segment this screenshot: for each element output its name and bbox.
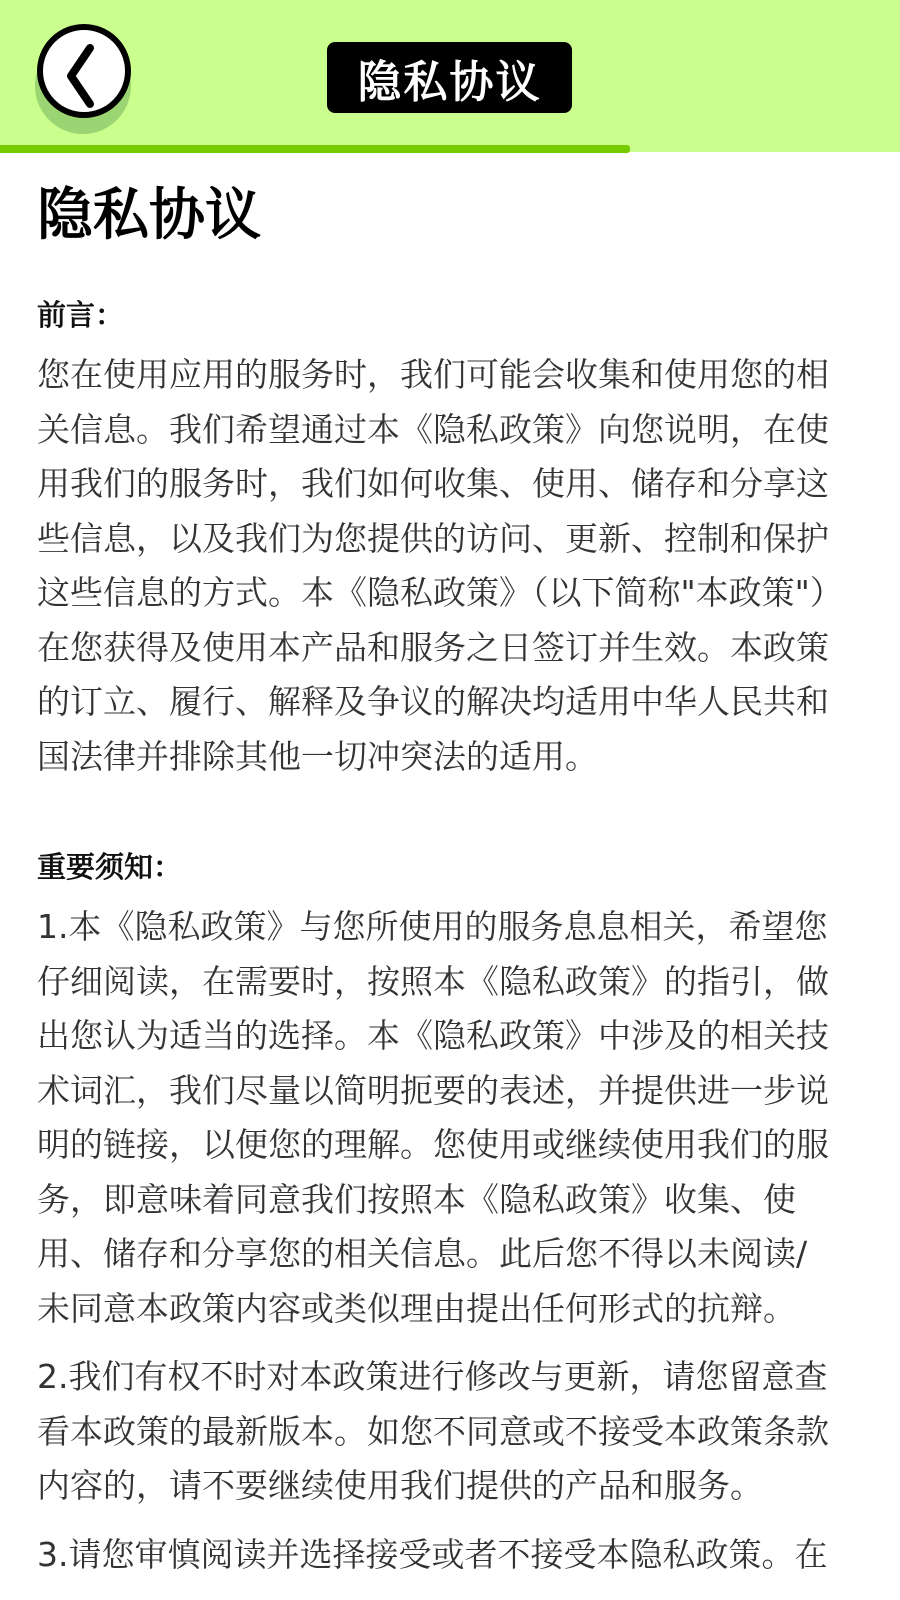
header-title: 隐私协议 bbox=[327, 42, 572, 113]
notice-paragraph-2: 2.我们有权不时对本政策进行修改与更新，请您留意查看本政策的最新版本。如您不同意或不接受本政策条款内容的，请不要继续使用我们提供的产品和服务。 bbox=[37, 1357, 829, 1505]
progress-fill bbox=[0, 145, 630, 153]
policy-content bbox=[37, 168, 837, 1582]
notice-paragraph-3: 3.请您审慎阅读并选择接受或者不接受本隐私政策。在 bbox=[37, 1534, 828, 1574]
section-heading-preface: 前言： bbox=[37, 298, 125, 332]
back-button[interactable] bbox=[37, 24, 129, 116]
section-heading-notice: 重要须知： bbox=[37, 850, 183, 884]
loading-progress-bar bbox=[0, 145, 900, 153]
notice-paragraph-1: 1.本《隐私政策》与您所使用的服务息息相关，希望您仔细阅读，在需要时，按照本《隐私政策》的指引，做出您认为适当的选择。本《隐私政策》中涉及的相关技术词汇，我们尽量以简明扼要的表述，并提供进一步说明的链接，以便您的理解。您使用或继续使用我们的服务，即意味着同意我们按照本《隐私政策》收集、使用、储存和分享您的相关信息。此后您不得以未阅读/未同意本政策内容或类似理由提出任何形式的抗辩。 bbox=[37, 907, 829, 1328]
preface-paragraph: 您在使用应用的服务时，我们可能会收集和使用您的相关信息。我们希望通过本《隐私政策》向您说明，在使用我们的服务时，我们如何收集、使用、储存和分享这些信息，以及我们为您提供的访问、更新、控制和保护这些信息的方式。本《隐私政策》（以下简称"本政策"）在您获得及使用本产品和服务之日签订并生效。本政策的订立、履行、解释及争议的解决均适用中华人民共和国法律并排除其他一切冲突法的适用。 bbox=[37, 355, 829, 776]
page-title: 隐私协议 bbox=[37, 183, 261, 248]
header-bar bbox=[0, 0, 900, 152]
chevron-left-icon bbox=[37, 24, 131, 118]
